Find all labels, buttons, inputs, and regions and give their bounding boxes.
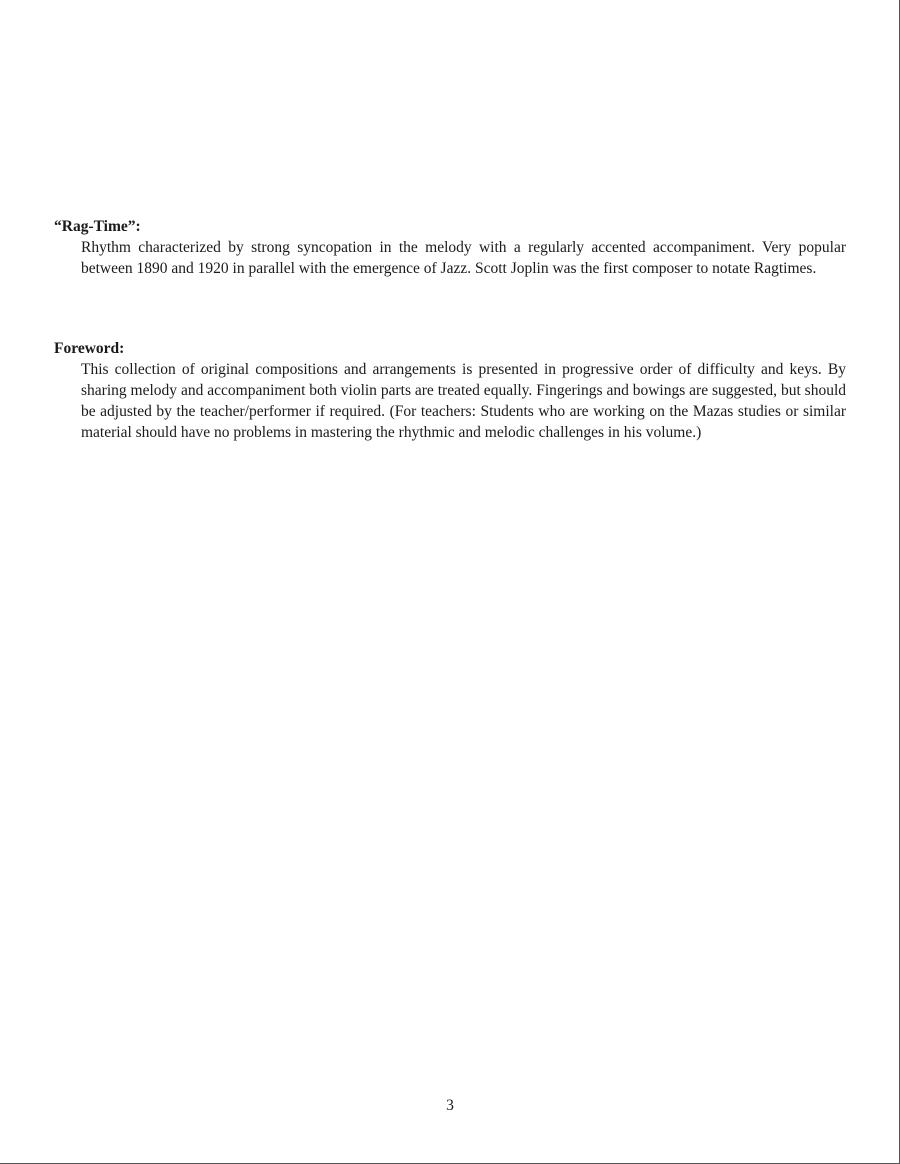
page-number: 3	[446, 1097, 454, 1114]
foreword-section	[54, 339, 846, 443]
ragtime-heading: “Rag-Time”:	[54, 218, 141, 235]
foreword-heading: Foreword:	[54, 340, 125, 357]
foreword-text: This collection of original compositions and arrangements is presented in progressive order of difficulty and keys. By sharing melody and accompaniment both violin parts are treated equally. Fingerings and bowings are suggested, but should be adjusted by the teacher/performer if required. (For teachers: Students who are working on the Mazas studies or similar material should have no problems in mastering the rhythmic and melodic challenges in his volume.)	[81, 361, 846, 441]
ragtime-definition: Rhythm characterized by strong syncopation in the melody with a regularly accented accompaniment. Very popular between 1890 and 1920 in parallel with the emergence of Jazz. Scott Joplin was the first composer to notate Ragtimes.	[81, 239, 846, 277]
ragtime-section	[54, 217, 846, 279]
